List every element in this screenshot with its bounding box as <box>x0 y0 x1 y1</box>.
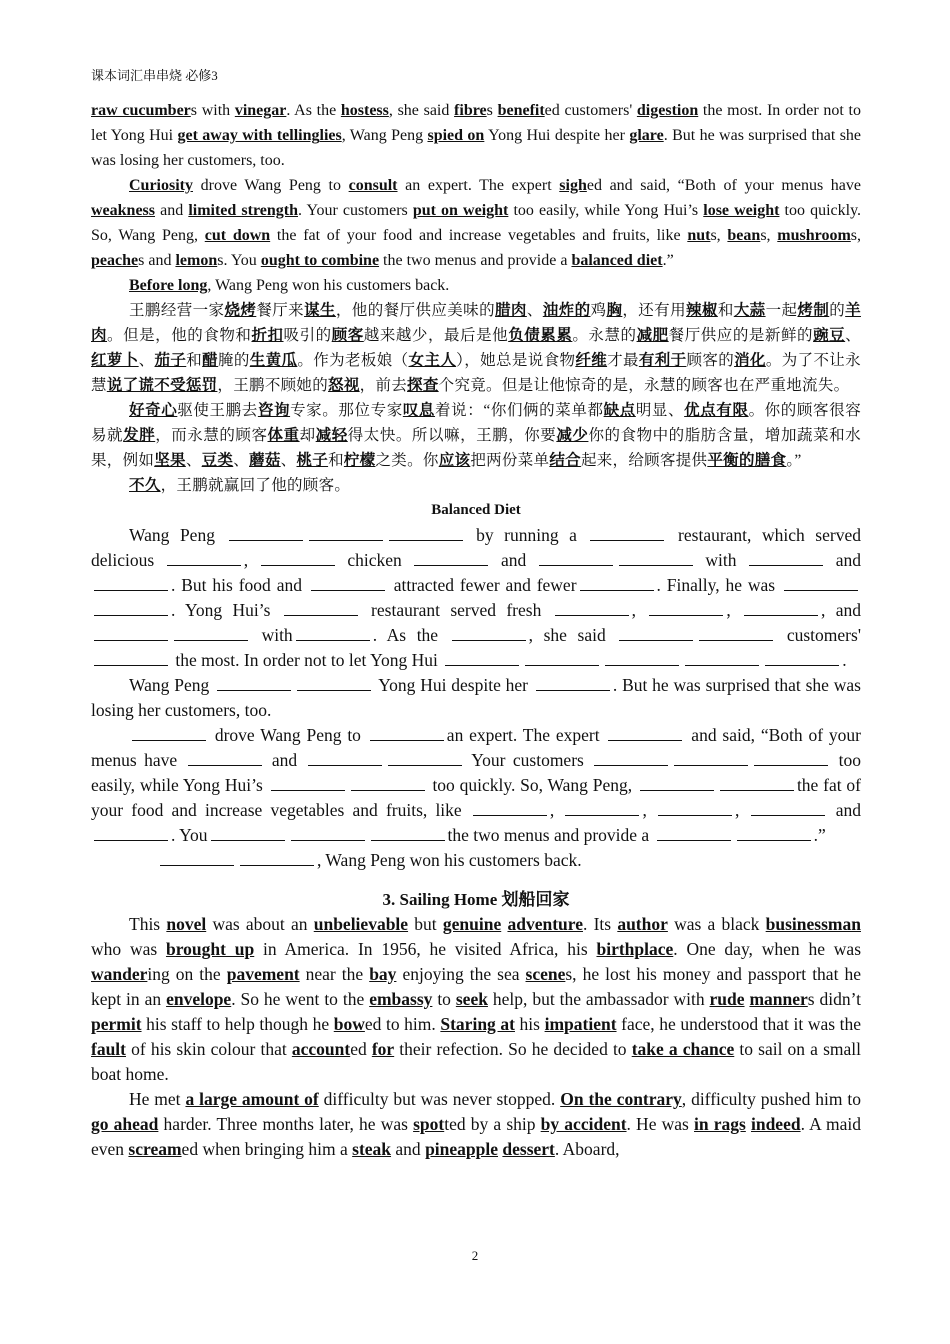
keyword: 发胖 <box>123 427 156 444</box>
keyword: seek <box>455 989 488 1009</box>
fill-blank <box>94 575 168 591</box>
keyword: 应该 <box>438 452 471 469</box>
keyword: a large amount of <box>185 1089 319 1109</box>
exercise-title: Balanced Diet <box>431 502 521 518</box>
keyword: 羊肉 <box>91 302 861 344</box>
fill-blank <box>555 600 629 616</box>
keyword: pavement <box>226 964 300 984</box>
keyword: Before long <box>129 277 208 294</box>
keyword: 辣椒 <box>686 302 718 319</box>
fill-blank <box>132 725 206 741</box>
keyword: hostess <box>340 102 389 119</box>
keyword: rude <box>709 989 745 1009</box>
fill-blank <box>536 675 610 691</box>
fill-blank <box>580 575 654 591</box>
keyword: ought to combine <box>260 252 380 269</box>
keyword: for <box>371 1039 395 1059</box>
fill-blank <box>765 650 839 666</box>
keyword: birthplace <box>596 939 674 959</box>
fill-blank <box>452 625 526 641</box>
keyword: dessert <box>502 1139 555 1159</box>
keyword: benefit <box>497 102 545 119</box>
keyword: take a chance <box>631 1039 735 1059</box>
fill-blank <box>217 675 291 691</box>
keyword: account <box>291 1039 351 1059</box>
exercise-paragraph-2: Wang Peng Yong Hui despite her . But he was surprised that she was losing her customers, too. <box>91 675 861 720</box>
fill-blank <box>388 750 462 766</box>
exercise-paragraph-1: Wang Peng by running a restaurant, which served delicious , chicken and with and . But his food and attracted fewer and fewer . Finally, he was . Yong Hui’s restaurant served fresh , , , and with . As the , she said customers' the most. In order not to let Yong Hui . <box>91 525 862 670</box>
section-3-paragraph-2: He met a large amount of difficulty but was never stopped. On the contrary, difficulty pushed him to go ahead harder. Three months later, he was spotted by a ship by accident. He was in rags indeed. A maid even screamed when bringing him a steak and pineapple dessert. Aboard, <box>91 1089 861 1159</box>
keyword: 探查 <box>407 377 439 394</box>
keyword: 减肥 <box>636 327 669 344</box>
fill-blank <box>754 750 828 766</box>
keyword: scream <box>128 1139 182 1159</box>
keyword: 生黄瓜 <box>249 352 298 369</box>
fill-blank <box>296 625 370 641</box>
fill-blank <box>308 750 382 766</box>
fill-blank <box>685 650 759 666</box>
fill-blank <box>309 525 383 541</box>
keyword: lies <box>319 127 342 144</box>
keyword: 怒视 <box>328 377 360 394</box>
keyword: in rags <box>694 1114 746 1134</box>
keyword: envelope <box>166 989 232 1009</box>
keyword: novel <box>166 914 207 934</box>
keyword: pineapple <box>425 1139 499 1159</box>
fill-blank <box>657 825 731 841</box>
fill-blank <box>525 650 599 666</box>
keyword: 纤维 <box>575 352 608 369</box>
fill-blank <box>619 625 693 641</box>
keyword: 说了谎不受惩罚 <box>106 377 218 394</box>
keyword: 柠檬 <box>343 452 376 469</box>
fill-blank <box>605 650 679 666</box>
fill-blank <box>271 775 345 791</box>
fill-blank <box>94 600 168 616</box>
keyword: 坚果 <box>154 452 186 469</box>
keyword: cut down <box>204 227 271 244</box>
fill-blank <box>608 725 682 741</box>
fill-blank <box>619 550 693 566</box>
keyword: balanced diet <box>571 252 663 269</box>
keyword: go ahead <box>91 1114 159 1134</box>
fill-blank <box>94 825 168 841</box>
keyword: fault <box>91 1039 126 1059</box>
keyword: 优点有限 <box>684 402 749 419</box>
keyword: weakness <box>91 202 156 219</box>
keyword: 谋生 <box>304 302 336 319</box>
fill-blank <box>737 825 811 841</box>
english-paragraph-1: raw cucumbers with vinegar. As the hostess, she said fibres benefited customers' digestion the most. In order not to let Yong Hui get away with tellinglies, Wang Peng spied on Yong Hui despite her glare. But he was surprised that she was losing her customers, too. <box>91 102 862 169</box>
keyword: 负债累累 <box>508 327 573 344</box>
keyword: author <box>617 914 668 934</box>
keyword: 醋 <box>202 352 218 369</box>
keyword: mushroom <box>777 227 851 244</box>
keyword: 豌豆 <box>813 327 846 344</box>
fill-blank <box>370 725 444 741</box>
fill-blank <box>284 600 358 616</box>
fill-blank <box>539 550 613 566</box>
keyword: brought up <box>165 939 255 959</box>
keyword: put on weight <box>412 202 509 219</box>
fill-blank <box>240 850 314 866</box>
keyword: steak <box>352 1139 392 1159</box>
keyword: 烤制 <box>797 302 830 319</box>
keyword: sigh <box>559 177 587 194</box>
fill-blank <box>229 525 303 541</box>
keyword: scene <box>525 964 566 984</box>
keyword: 腊肉 <box>495 302 527 319</box>
keyword: 缺点 <box>603 402 636 419</box>
fill-blank <box>94 625 168 641</box>
keyword: nut <box>687 227 711 244</box>
keyword: by accident <box>540 1114 627 1134</box>
page-number: 2 <box>471 1248 479 1263</box>
exercise-paragraph-4: , Wang Peng won his customers back. <box>91 848 861 873</box>
keyword: bow <box>333 1014 365 1034</box>
fill-blank <box>94 650 168 666</box>
keyword: 平衡的膳食 <box>707 452 787 469</box>
keyword: spied on <box>427 127 485 144</box>
keyword: 大蒜 <box>733 302 766 319</box>
fill-blank <box>389 525 463 541</box>
keyword: 折扣 <box>251 327 284 344</box>
keyword: lemon <box>175 252 218 269</box>
keyword: impatient <box>544 1014 617 1034</box>
fill-blank <box>174 625 248 641</box>
fill-blank <box>565 800 639 816</box>
chinese-paragraph-1: 王鹏经营一家烧烤餐厅来谋生，他的餐厅供应美味的腊肉、油炸的鸡胸，还有用辣椒和大蒜一起烤制的羊肉。但是，他的食物和折扣吸引的顾客越来越少，最后是他负债累累。永慧的减肥餐厅供应的是新鲜的豌豆、红萝卜、茄子和醋腌的生黄瓜。作为老板娘（女主人），她总是说食物纤维才最有利于顾客的消化。为了不让永慧说了谎不受惩罚，王鹏不顾她的怒视，前去探查个究竟。但是让他惊奇的是，永慧的顾客也在严重地流失。 <box>91 302 861 394</box>
section-3-title: 3. Sailing Home 划船回家 <box>382 890 570 909</box>
keyword: bean <box>727 227 761 244</box>
fill-blank <box>720 775 794 791</box>
keyword: wander <box>91 964 148 984</box>
exercise-paragraph-3: drove Wang Peng to an expert. The expert and said, “Both of your menus have and Your customers too easily, while Yong Hui’s too quickly. So, Wang Peng, the fat of your food and increase vegetables and fruits, like , , , and . You the two menus and provide a .” <box>91 725 862 845</box>
keyword: bay <box>369 964 397 984</box>
keyword: lose weight <box>703 202 780 219</box>
fill-blank <box>188 750 262 766</box>
keyword: 蘑菇 <box>249 452 281 469</box>
keyword: embassy <box>369 989 433 1009</box>
page-header: 课本词汇串串烧 必修3 <box>91 68 218 83</box>
keyword: 咨询 <box>257 402 291 419</box>
fill-blank <box>658 800 732 816</box>
keyword: get away with telling <box>177 127 320 144</box>
english-paragraph-3: Before long, Wang Peng won his customers back. <box>129 277 450 294</box>
fill-blank <box>473 800 547 816</box>
keyword: spot <box>413 1114 445 1134</box>
keyword: 油炸的 <box>542 302 591 319</box>
fill-blank <box>445 650 519 666</box>
keyword: 叹息 <box>402 402 436 419</box>
chinese-paragraph-2: 好奇心驱使王鹏去咨询专家。那位专家叹息着说：“你们俩的菜单都缺点明显、优点有限。你的顾客很容易就发胖，而永慧的顾客体重却减轻得太快。所以嘛，王鹏，你要减少你的食物中的脂肪含量，增加蔬菜和水果，例如坚果、豆类、蘑菇、桃子和柠檬之类。你应该把两份菜单结合起来，给顾客提供平衡的膳食。” <box>91 402 861 469</box>
keyword: 烧烤 <box>224 302 257 319</box>
keyword: manner <box>749 989 808 1009</box>
keyword: 茄子 <box>154 352 187 369</box>
keyword: 减轻 <box>315 427 348 444</box>
keyword: 顾客 <box>331 327 364 344</box>
keyword: Staring at <box>440 1014 515 1034</box>
fill-blank <box>167 550 241 566</box>
keyword: 桃子 <box>296 452 329 469</box>
fill-blank <box>749 550 823 566</box>
fill-blank <box>211 825 285 841</box>
keyword: 好奇心 <box>129 402 178 419</box>
fill-blank <box>640 775 714 791</box>
keyword: 减少 <box>556 427 589 444</box>
fill-blank <box>414 550 488 566</box>
keyword: raw cucumber <box>91 102 191 119</box>
fill-blank <box>649 600 723 616</box>
fill-blank <box>751 800 825 816</box>
keyword: 不久 <box>129 477 161 494</box>
keyword: 结合 <box>549 452 581 469</box>
keyword: 红萝卜 <box>91 352 139 369</box>
keyword: digestion <box>636 102 699 119</box>
keyword: limited strength <box>188 202 298 219</box>
fill-blank <box>311 575 385 591</box>
keyword: businessman <box>765 914 861 934</box>
keyword: 女主人 <box>408 352 457 369</box>
keyword: permit <box>91 1014 142 1034</box>
fill-blank <box>699 625 773 641</box>
fill-blank <box>784 575 858 591</box>
keyword: vinegar <box>234 102 287 119</box>
fill-blank <box>590 525 664 541</box>
keyword: peache <box>91 252 139 269</box>
section-3-paragraph-1: This novel was about an unbelievable but genuine adventure. Its author was a black businessman who was brought up in America. In 1956, he visited Africa, his birthplace. One day, when he was wandering on the pavement near the bay enjoying the sea scenes, he lost his money and passport that he kept in an envelope. So he went to the embassy to seek help, but the ambassador with rude manners didn’t permit his staff to help though he bowed to him. Staring at his impatient face, he understood that it was the fault of his skin colour that accounted for their refection. So he decided to take a chance to sail on a small boat home. <box>91 914 862 1084</box>
keyword: genuine <box>442 914 502 934</box>
keyword: 消化 <box>734 352 766 369</box>
keyword: fibre <box>454 102 487 119</box>
fill-blank <box>674 750 748 766</box>
keyword: unbelievable <box>313 914 409 934</box>
keyword: 胸 <box>606 302 623 319</box>
chinese-paragraph-3: 不久，王鹏就赢回了他的顾客。 <box>129 477 351 494</box>
keyword: adventure <box>507 914 583 934</box>
fill-blank <box>371 825 445 841</box>
english-paragraph-2: Curiosity drove Wang Peng to consult an expert. The expert sighed and said, “Both of your menus have weakness and limited strength. Your customers put on weight too easily, while Yong Hui’s lose weight too quickly. So, Wang Peng, cut down the fat of your food and increase vegetables and fruits, like nuts, beans, mushrooms, peaches and lemons. You ought to combine the two menus and provide a balanced diet.” <box>91 177 862 269</box>
fill-blank <box>160 850 234 866</box>
fill-blank <box>297 675 371 691</box>
fill-blank <box>261 550 335 566</box>
fill-blank <box>291 825 365 841</box>
keyword: Curiosity <box>129 177 193 194</box>
fill-blank <box>351 775 425 791</box>
keyword: 豆类 <box>201 452 234 469</box>
keyword: 体重 <box>267 427 300 444</box>
keyword: On the contrary <box>560 1089 682 1109</box>
keyword: 有利于 <box>638 352 687 369</box>
keyword: glare <box>629 127 664 144</box>
fill-blank <box>744 600 818 616</box>
fill-blank <box>594 750 668 766</box>
keyword: indeed <box>750 1114 801 1134</box>
keyword: consult <box>348 177 398 194</box>
